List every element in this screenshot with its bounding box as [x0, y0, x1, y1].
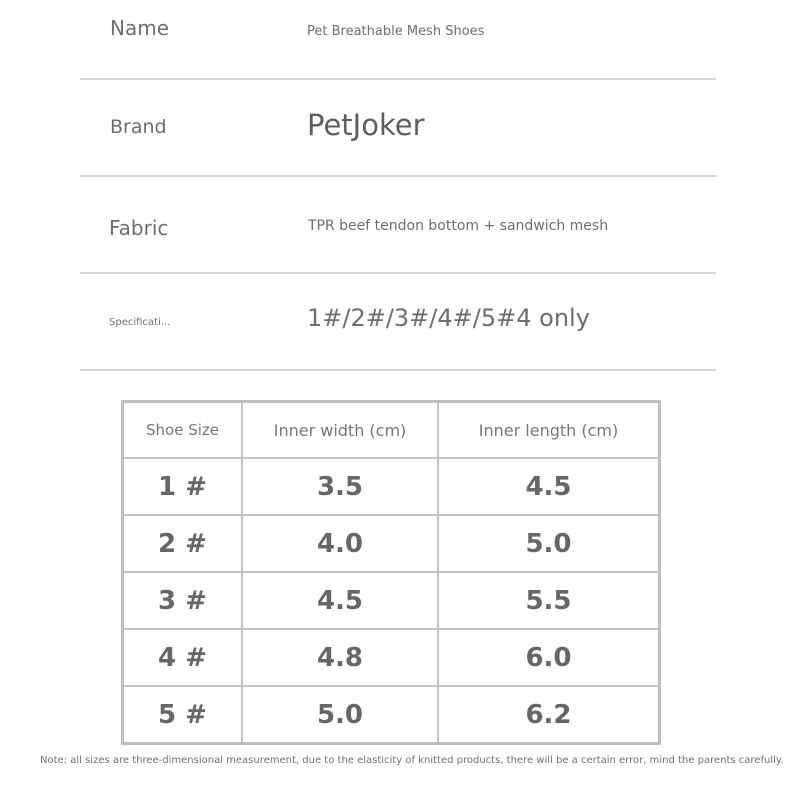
inner-length-cell: 6.2	[438, 686, 660, 744]
header-inner-width: Inner width (cm)	[242, 402, 438, 459]
spec-row-brand	[80, 78, 716, 177]
spec-row-fabric	[80, 175, 716, 274]
fabric-label: Fabric	[109, 216, 169, 240]
name-label: Name	[110, 16, 170, 40]
spec-row-specification	[80, 272, 716, 371]
table-row	[123, 686, 660, 744]
footnote: Note: all sizes are three-dimensional measurement, due to the elasticity of knitted products, there will be a certain error, mind the parents carefully.	[40, 755, 784, 766]
inner-length-cell: 5.0	[438, 515, 660, 572]
shoe-size-cell: 5 #	[123, 686, 243, 744]
inner-width-cell: 4.8	[242, 629, 438, 686]
inner-width-cell: 3.5	[242, 458, 438, 515]
fabric-value: TPR beef tendon bottom + sandwich mesh	[308, 218, 609, 234]
shoe-size-cell: 4 #	[123, 629, 243, 686]
shoe-size-cell: 1 #	[123, 458, 243, 515]
shoe-size-cell: 2 #	[123, 515, 243, 572]
name-value: Pet Breathable Mesh Shoes	[307, 24, 485, 39]
inner-length-cell: 6.0	[438, 629, 660, 686]
size-table	[121, 400, 661, 745]
shoe-size-cell: 3 #	[123, 572, 243, 629]
inner-width-cell: 5.0	[242, 686, 438, 744]
inner-width-cell: 4.0	[242, 515, 438, 572]
inner-width-cell: 4.5	[242, 572, 438, 629]
header-shoe-size: Shoe Size	[123, 402, 243, 459]
size-table-header-row	[123, 402, 660, 459]
table-row	[123, 458, 660, 515]
specification-label: Specificati...	[109, 317, 171, 328]
table-row	[123, 572, 660, 629]
header-inner-length: Inner length (cm)	[438, 402, 660, 459]
brand-value: PetJoker	[307, 108, 425, 142]
inner-length-cell: 4.5	[438, 458, 660, 515]
table-row	[123, 515, 660, 572]
brand-label: Brand	[110, 116, 167, 138]
table-row	[123, 629, 660, 686]
specification-value: 1#/2#/3#/4#/5#4 only	[307, 304, 590, 332]
spec-row-name	[80, 0, 716, 80]
inner-length-cell: 5.5	[438, 572, 660, 629]
